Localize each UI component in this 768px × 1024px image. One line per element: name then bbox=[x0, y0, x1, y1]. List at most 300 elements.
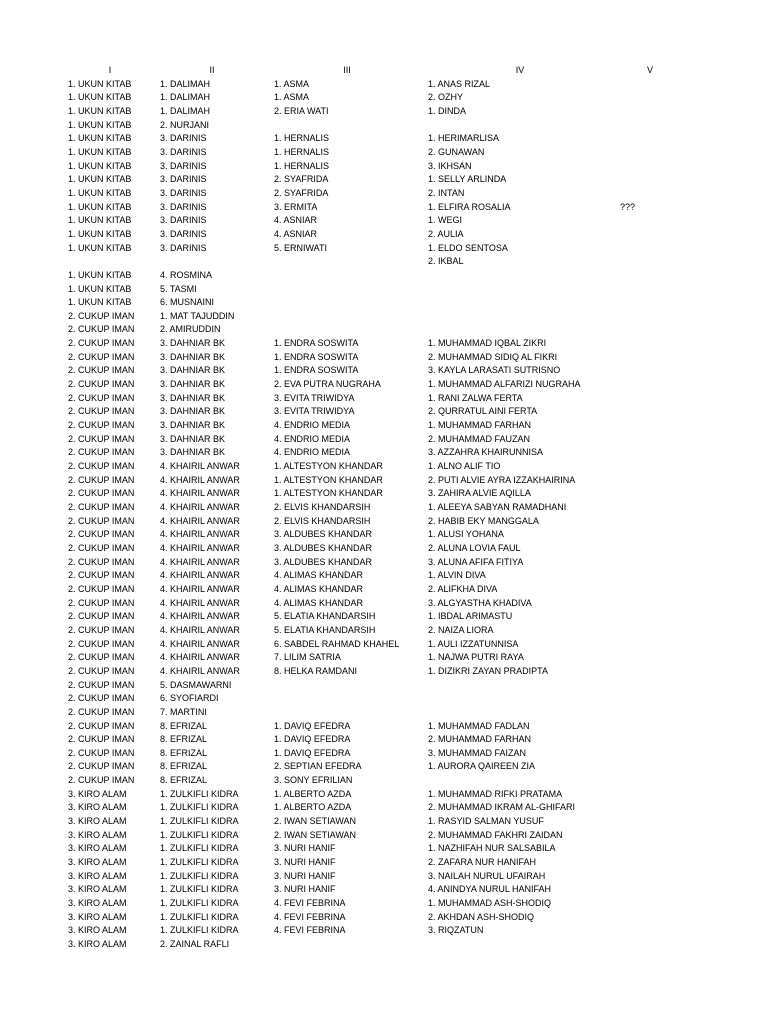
column-header-v: V bbox=[646, 65, 653, 75]
table-row bbox=[0, 487, 768, 501]
generation-4-cell: 1. WEGI bbox=[428, 215, 463, 226]
generation-3-cell: 1. ENDRA SOSWITA bbox=[274, 351, 359, 362]
generation-2-cell: 4. KHAIRIL ANWAR bbox=[160, 515, 240, 526]
generation-4-cell: 1. MUHAMMAD IQBAL ZIKRI bbox=[428, 338, 547, 349]
generation-4-cell: 2. NAIZA LIORA bbox=[428, 624, 494, 635]
generation-3-cell: 1. ALTESTYON KHANDAR bbox=[274, 488, 383, 499]
generation-2-cell: 8. EFRIZAL bbox=[160, 747, 208, 758]
generation-3-cell: 2. ELVIS KHANDARSIH bbox=[274, 502, 371, 512]
generation-4-cell: 2. ALUNA LOVIA FAUL bbox=[428, 542, 521, 553]
generation-2-cell: 4. KHAIRIL ANWAR bbox=[160, 597, 240, 608]
generation-1-cell: 1. UKUN KITAB bbox=[68, 119, 132, 130]
generation-1-cell: 3. KIRO ALAM bbox=[68, 911, 127, 922]
generation-1-cell: 2. CUKUP IMAN bbox=[68, 775, 135, 786]
table-row bbox=[0, 815, 768, 829]
generation-2-cell: 3. DARINIS bbox=[160, 133, 207, 144]
generation-3-cell: 4. ALIMAS KHANDAR bbox=[274, 597, 364, 608]
generation-2-cell: 1. ZULKIFLI KIDRA bbox=[160, 870, 239, 881]
generation-3-cell: 4. FEVI FEBRINA bbox=[274, 898, 346, 909]
table-row bbox=[0, 747, 768, 761]
generation-1-cell: 2. CUKUP IMAN bbox=[68, 461, 135, 472]
table-row bbox=[0, 774, 768, 788]
generation-2-cell: 3. DAHNIAR BK bbox=[160, 365, 226, 376]
generation-3-cell: 2. ELVIS KHANDARSIH bbox=[274, 515, 371, 526]
generation-4-cell: 2. MUHAMMAD IKRAM AL-GHIFARI bbox=[428, 802, 576, 813]
generation-4-cell: 2. INTAN bbox=[428, 187, 465, 198]
generation-2-cell: 3. DAHNIAR BK bbox=[160, 379, 226, 390]
generation-4-cell: 1. ALVIN DIVA bbox=[428, 570, 486, 581]
generation-2-cell: 3. DAHNIAR BK bbox=[160, 447, 226, 458]
generation-3-cell: 2. SYAFRIDA bbox=[274, 174, 329, 185]
generation-4-cell: 1. ELDO SENTOSA bbox=[428, 242, 508, 253]
generation-4-cell: 2. AKHDAN ASH-SHODIQ bbox=[428, 911, 535, 922]
generation-2-cell: 6. MUSNAINI bbox=[160, 297, 215, 308]
generation-2-cell: 4. KHAIRIL ANWAR bbox=[160, 542, 240, 553]
generation-1-cell: 2. CUKUP IMAN bbox=[68, 433, 135, 444]
generation-3-cell: 2. SYAFRIDA bbox=[274, 187, 329, 198]
generation-4-cell: 2. MUHAMMAD FAKHRI ZAIDAN bbox=[428, 829, 563, 840]
generation-1-cell: 2. CUKUP IMAN bbox=[68, 529, 135, 540]
generation-3-cell: 3. ALDUBES KHANDAR bbox=[274, 556, 373, 567]
generation-1-cell: 1. UKUN KITAB bbox=[68, 160, 132, 171]
generation-1-cell: 2. CUKUP IMAN bbox=[68, 515, 135, 526]
generation-3-cell: 3. NURI HANIF bbox=[274, 870, 336, 881]
table-row bbox=[0, 351, 768, 365]
generation-3-cell: 1. ALBERTO AZDA bbox=[274, 788, 352, 799]
generation-3-cell: 6. SABDEL RAHMAD KHAHEL bbox=[274, 638, 400, 649]
generation-4-cell: 1. DINDA bbox=[428, 105, 467, 116]
family-tree-sheet bbox=[0, 64, 768, 952]
generation-3-cell: 1. ALTESTYON KHANDAR bbox=[274, 474, 383, 485]
generation-2-cell: 3. DARINIS bbox=[160, 242, 207, 253]
generation-1-cell: 2. CUKUP IMAN bbox=[68, 706, 135, 717]
generation-4-cell: 1. MUHAMMAD FARHAN bbox=[428, 420, 532, 431]
generation-1-cell: 2. CUKUP IMAN bbox=[68, 420, 135, 431]
generation-4-cell: 2. MUHAMMAD FARHAN bbox=[428, 734, 532, 745]
generation-2-cell: 1. ZULKIFLI KIDRA bbox=[160, 884, 239, 895]
generation-4-cell: 3. NAILAH NURUL UFAIRAH bbox=[428, 870, 546, 881]
table-row bbox=[0, 788, 768, 802]
column-header-ii: II bbox=[209, 65, 215, 75]
generation-2-cell: 4. KHAIRIL ANWAR bbox=[160, 638, 240, 649]
column-header-i: I bbox=[108, 65, 112, 75]
generation-1-cell: 2. CUKUP IMAN bbox=[68, 693, 135, 704]
generation-2-cell: 1. ZULKIFLI KIDRA bbox=[160, 843, 239, 854]
table-row bbox=[0, 160, 768, 174]
generation-4-cell: 4. ANINDYA NURUL HANIFAH bbox=[428, 884, 552, 895]
generation-2-cell: 4. KHAIRIL ANWAR bbox=[160, 652, 240, 663]
generation-3-cell: 3. EVITA TRIWIDYA bbox=[274, 392, 355, 403]
generation-2-cell: 4. KHAIRIL ANWAR bbox=[160, 488, 240, 499]
generation-2-cell: 4. KHAIRIL ANWAR bbox=[160, 665, 240, 676]
table-row bbox=[0, 283, 768, 297]
generation-3-cell: 1. ENDRA SOSWITA bbox=[274, 338, 359, 349]
generation-1-cell: 3. KIRO ALAM bbox=[68, 884, 127, 895]
table-row bbox=[0, 515, 768, 529]
generation-3-cell: 3. SONY EFRILIAN bbox=[274, 775, 353, 786]
generation-3-cell: 4. ASNIAR bbox=[274, 215, 318, 226]
table-row bbox=[0, 856, 768, 870]
data-rows bbox=[0, 78, 768, 952]
generation-1-cell: 1. UKUN KITAB bbox=[68, 187, 132, 198]
generation-2-cell: 3. DARINIS bbox=[160, 160, 207, 171]
table-row bbox=[0, 392, 768, 406]
generation-1-cell: 3. KIRO ALAM bbox=[68, 898, 127, 909]
generation-3-cell: 1. ALBERTO AZDA bbox=[274, 802, 352, 813]
generation-1-cell: 1. UKUN KITAB bbox=[68, 269, 132, 280]
generation-3-cell: 2. IWAN SETIAWAN bbox=[274, 816, 357, 827]
generation-3-cell: 1. HERNALIS bbox=[274, 146, 330, 157]
generation-2-cell: 5. TASMI bbox=[160, 283, 197, 294]
generation-3-cell: 2. EVA PUTRA NUGRAHA bbox=[274, 379, 381, 390]
generation-4-cell: 3. ALUNA AFIFA FITIYA bbox=[428, 556, 524, 567]
table-row bbox=[0, 911, 768, 925]
generation-2-cell: 4. KHAIRIL ANWAR bbox=[160, 461, 240, 472]
table-row bbox=[0, 829, 768, 843]
generation-3-cell: 1. DAVIQ EFEDRA bbox=[274, 734, 351, 745]
generation-5-cell: ??? bbox=[620, 201, 636, 212]
table-row bbox=[0, 733, 768, 747]
generation-2-cell: 3. DARINIS bbox=[160, 146, 207, 157]
table-row bbox=[0, 583, 768, 597]
generation-3-cell: 3. NURI HANIF bbox=[274, 843, 336, 854]
generation-4-cell: 3. MUHAMMAD FAIZAN bbox=[428, 747, 527, 758]
table-row bbox=[0, 296, 768, 310]
generation-4-cell: 2. GUNAWAN bbox=[428, 146, 485, 157]
generation-4-cell: 1. MUHAMMAD RIFKI PRATAMA bbox=[428, 788, 563, 799]
generation-1-cell: 3. KIRO ALAM bbox=[68, 925, 127, 936]
table-row bbox=[0, 542, 768, 556]
generation-2-cell: 1. ZULKIFLI KIDRA bbox=[160, 857, 239, 868]
generation-4-cell: 2. HABIB EKY MANGGALA bbox=[428, 515, 539, 526]
generation-1-cell: 2. CUKUP IMAN bbox=[68, 392, 135, 403]
generation-4-cell: 1. AURORA QAIREEN ZIA bbox=[428, 761, 536, 772]
generation-1-cell: 2. CUKUP IMAN bbox=[68, 570, 135, 581]
table-row bbox=[0, 78, 768, 92]
generation-1-cell: 2. CUKUP IMAN bbox=[68, 665, 135, 676]
generation-2-cell: 1. ZULKIFLI KIDRA bbox=[160, 898, 239, 909]
generation-4-cell: 1. ALNO ALIF TIO bbox=[428, 461, 501, 472]
generation-4-cell: 3. KAYLA LARASATI SUTRISNO bbox=[428, 365, 561, 376]
table-row bbox=[0, 706, 768, 720]
generation-2-cell: 3. DAHNIAR BK bbox=[160, 392, 226, 403]
generation-1-cell: 3. KIRO ALAM bbox=[68, 816, 127, 827]
generation-2-cell: 1. DALIMAH bbox=[160, 78, 211, 89]
generation-2-cell: 3. DARINIS bbox=[160, 228, 207, 239]
generation-2-cell: 3. DAHNIAR BK bbox=[160, 406, 226, 417]
generation-4-cell: 1. ELFIRA ROSALIA bbox=[428, 201, 511, 212]
generation-4-cell: 3. IKHSAN bbox=[428, 160, 472, 171]
table-row bbox=[0, 419, 768, 433]
generation-4-cell: 1. ALEEYA SABYAN RAMADHANI bbox=[428, 502, 567, 512]
generation-4-cell: 2. MUHAMMAD SIDIQ AL FIKRI bbox=[428, 351, 558, 362]
table-row bbox=[0, 187, 768, 201]
generation-3-cell: 3. ERMITA bbox=[274, 201, 318, 212]
generation-2-cell: 3. DAHNIAR BK bbox=[160, 433, 226, 444]
generation-4-cell: 3. RIQZATUN bbox=[428, 925, 484, 936]
generation-1-cell: 2. CUKUP IMAN bbox=[68, 679, 135, 690]
generation-1-cell: 2. CUKUP IMAN bbox=[68, 611, 135, 622]
generation-3-cell: 5. ELATIA KHANDARSIH bbox=[274, 624, 376, 635]
generation-2-cell: 6. SYOFIARDI bbox=[160, 693, 219, 704]
generation-2-cell: 4. KHAIRIL ANWAR bbox=[160, 583, 240, 594]
generation-3-cell: 1. DAVIQ EFEDRA bbox=[274, 747, 351, 758]
table-row bbox=[0, 228, 768, 242]
generation-4-cell: 1. MUHAMMAD ASH-SHODIQ bbox=[428, 898, 552, 909]
generation-4-cell: 2. MUHAMMAD FAUZAN bbox=[428, 433, 531, 444]
generation-3-cell: 1. ENDRA SOSWITA bbox=[274, 365, 359, 376]
generation-1-cell: 2. CUKUP IMAN bbox=[68, 338, 135, 349]
table-row bbox=[0, 883, 768, 897]
generation-4-cell: 2. ALIFKHA DIVA bbox=[428, 583, 498, 594]
generation-2-cell: 3. DAHNIAR BK bbox=[160, 420, 226, 431]
generation-2-cell: 4. KHAIRIL ANWAR bbox=[160, 502, 240, 512]
table-row bbox=[0, 870, 768, 884]
generation-1-cell: 2. CUKUP IMAN bbox=[68, 734, 135, 745]
generation-1-cell: 3. KIRO ALAM bbox=[68, 802, 127, 813]
generation-4-cell: 1. ALUSI YOHANA bbox=[428, 529, 504, 540]
table-row bbox=[0, 255, 768, 269]
generation-2-cell: 8. EFRIZAL bbox=[160, 775, 208, 786]
generation-4-cell: 2. AULIA bbox=[428, 228, 464, 239]
table-row bbox=[0, 597, 768, 611]
generation-2-cell: 4. KHAIRIL ANWAR bbox=[160, 611, 240, 622]
table-row bbox=[0, 651, 768, 665]
generation-3-cell: 1. ALTESTYON KHANDAR bbox=[274, 461, 383, 472]
generation-2-cell: 4. KHAIRIL ANWAR bbox=[160, 556, 240, 567]
generation-2-cell: 1. DALIMAH bbox=[160, 105, 211, 116]
generation-3-cell: 1. HERNALIS bbox=[274, 133, 330, 144]
generation-2-cell: 3. DARINIS bbox=[160, 201, 207, 212]
generation-3-cell: 3. EVITA TRIWIDYA bbox=[274, 406, 355, 417]
generation-2-cell: 8. EFRIZAL bbox=[160, 734, 208, 745]
table-row bbox=[0, 214, 768, 228]
table-row bbox=[0, 119, 768, 133]
generation-2-cell: 3. DARINIS bbox=[160, 187, 207, 198]
generation-3-cell: 3. ALDUBES KHANDAR bbox=[274, 529, 373, 540]
generation-4-cell: 1. NAZHIFAH NUR SALSABILA bbox=[428, 843, 556, 854]
generation-2-cell: 7. MARTINI bbox=[160, 706, 207, 717]
generation-3-cell: 2. IWAN SETIAWAN bbox=[274, 829, 357, 840]
generation-1-cell: 1. UKUN KITAB bbox=[68, 215, 132, 226]
generation-1-cell: 3. KIRO ALAM bbox=[68, 843, 127, 854]
generation-2-cell: 8. EFRIZAL bbox=[160, 720, 208, 731]
generation-1-cell: 2. CUKUP IMAN bbox=[68, 624, 135, 635]
generation-3-cell: 1. DAVIQ EFEDRA bbox=[274, 720, 351, 731]
generation-1-cell: 3. KIRO ALAM bbox=[68, 870, 127, 881]
table-row bbox=[0, 638, 768, 652]
generation-3-cell: 8. HELKA RAMDANI bbox=[274, 665, 358, 676]
generation-4-cell: 1. IBDAL ARIMASTU bbox=[428, 611, 513, 622]
table-row bbox=[0, 173, 768, 187]
table-row bbox=[0, 501, 768, 515]
generation-2-cell: 4. KHAIRIL ANWAR bbox=[160, 570, 240, 581]
generation-1-cell: 2. CUKUP IMAN bbox=[68, 474, 135, 485]
table-row bbox=[0, 105, 768, 119]
table-row bbox=[0, 310, 768, 324]
generation-1-cell: 1. UKUN KITAB bbox=[68, 78, 132, 89]
generation-4-cell: 1. MUHAMMAD FADLAN bbox=[428, 720, 530, 731]
generation-4-cell: 3. ZAHIRA ALVIE AQILLA bbox=[428, 488, 531, 499]
generation-2-cell: 3. DAHNIAR BK bbox=[160, 338, 226, 349]
table-row bbox=[0, 665, 768, 679]
generation-1-cell: 2. CUKUP IMAN bbox=[68, 747, 135, 758]
generation-4-cell: 1. MUHAMMAD ALFARIZI NUGRAHA bbox=[428, 379, 581, 390]
table-row bbox=[0, 91, 768, 105]
table-row bbox=[0, 556, 768, 570]
generation-3-cell: 4. ENDRIO MEDIA bbox=[274, 447, 351, 458]
generation-1-cell: 2. CUKUP IMAN bbox=[68, 406, 135, 417]
table-row bbox=[0, 364, 768, 378]
generation-3-cell: 3. NURI HANIF bbox=[274, 857, 336, 868]
generation-2-cell: 4. KHAIRIL ANWAR bbox=[160, 529, 240, 540]
generation-2-cell: 1. DALIMAH bbox=[160, 92, 211, 103]
column-header-iii: III bbox=[343, 65, 351, 75]
generation-4-cell: 1. DIZIKRI ZAYAN PRADIPTA bbox=[428, 665, 549, 676]
table-row bbox=[0, 528, 768, 542]
table-row bbox=[0, 201, 768, 215]
generation-3-cell: 4. ALIMAS KHANDAR bbox=[274, 570, 364, 581]
generation-1-cell: 2. CUKUP IMAN bbox=[68, 720, 135, 731]
generation-1-cell: 2. CUKUP IMAN bbox=[68, 310, 135, 321]
generation-2-cell: 1. ZULKIFLI KIDRA bbox=[160, 816, 239, 827]
generation-2-cell: 1. MAT TAJUDDIN bbox=[160, 310, 235, 321]
table-row bbox=[0, 460, 768, 474]
generation-2-cell: 4. KHAIRIL ANWAR bbox=[160, 474, 240, 485]
generation-3-cell: 2. SEPTIAN EFEDRA bbox=[274, 761, 362, 772]
generation-4-cell: 2. IKBAL bbox=[428, 256, 464, 267]
table-row bbox=[0, 337, 768, 351]
generation-4-cell: 1. HERIMARLISA bbox=[428, 133, 500, 144]
generation-1-cell: 1. UKUN KITAB bbox=[68, 174, 132, 185]
column-header-iv: IV bbox=[515, 65, 525, 75]
generation-1-cell: 2. CUKUP IMAN bbox=[68, 652, 135, 663]
table-row bbox=[0, 446, 768, 460]
generation-3-cell: 3. ALDUBES KHANDAR bbox=[274, 542, 373, 553]
generation-1-cell: 2. CUKUP IMAN bbox=[68, 351, 135, 362]
table-row bbox=[0, 610, 768, 624]
table-row bbox=[0, 132, 768, 146]
table-row bbox=[0, 405, 768, 419]
generation-2-cell: 3. DARINIS bbox=[160, 174, 207, 185]
generation-1-cell: 2. CUKUP IMAN bbox=[68, 583, 135, 594]
generation-1-cell: 2. CUKUP IMAN bbox=[68, 597, 135, 608]
table-row bbox=[0, 624, 768, 638]
table-row bbox=[0, 474, 768, 488]
generation-1-cell: 2. CUKUP IMAN bbox=[68, 556, 135, 567]
generation-1-cell: 1. UKUN KITAB bbox=[68, 105, 132, 116]
generation-4-cell: 1. ANAS RIZAL bbox=[428, 78, 491, 89]
generation-2-cell: 1. ZULKIFLI KIDRA bbox=[160, 925, 239, 936]
generation-1-cell: 2. CUKUP IMAN bbox=[68, 761, 135, 772]
generation-2-cell: 2. NURJANI bbox=[160, 119, 210, 130]
generation-1-cell: 3. KIRO ALAM bbox=[68, 829, 127, 840]
generation-4-cell: 2. OZHY bbox=[428, 92, 464, 103]
generation-2-cell: 2. ZAINAL RAFLI bbox=[160, 939, 230, 949]
generation-2-cell: 3. DAHNIAR BK bbox=[160, 351, 226, 362]
generation-1-cell: 2. CUKUP IMAN bbox=[68, 502, 135, 512]
generation-3-cell: 4. ASNIAR bbox=[274, 228, 318, 239]
generation-3-cell: 4. ENDRIO MEDIA bbox=[274, 420, 351, 431]
generation-1-cell: 2. CUKUP IMAN bbox=[68, 365, 135, 376]
generation-3-cell: 4. FEVI FEBRINA bbox=[274, 925, 346, 936]
generation-3-cell: 2. ERIA WATI bbox=[274, 105, 329, 116]
generation-1-cell: 1. UKUN KITAB bbox=[68, 201, 132, 212]
generation-4-cell: 1. SELLY ARLINDA bbox=[428, 174, 507, 185]
table-row bbox=[0, 242, 768, 256]
generation-1-cell: 1. UKUN KITAB bbox=[68, 146, 132, 157]
table-row bbox=[0, 801, 768, 815]
table-row bbox=[0, 692, 768, 706]
generation-2-cell: 1. ZULKIFLI KIDRA bbox=[160, 802, 239, 813]
generation-4-cell: 1. RANI ZALWA FERTA bbox=[428, 392, 523, 403]
generation-3-cell: 1. ASMA bbox=[274, 78, 310, 89]
generation-4-cell: 3. AZZAHRA KHAIRUNNISA bbox=[428, 447, 544, 458]
generation-4-cell: 1. RASYID SALMAN YUSUF bbox=[428, 816, 544, 827]
generation-1-cell: 2. CUKUP IMAN bbox=[68, 324, 135, 335]
generation-1-cell: 2. CUKUP IMAN bbox=[68, 638, 135, 649]
generation-1-cell: 1. UKUN KITAB bbox=[68, 283, 132, 294]
generation-1-cell: 3. KIRO ALAM bbox=[68, 788, 127, 799]
generation-1-cell: 1. UKUN KITAB bbox=[68, 242, 132, 253]
generation-1-cell: 1. UKUN KITAB bbox=[68, 228, 132, 239]
generation-3-cell: 7. LILIM SATRIA bbox=[274, 652, 341, 663]
generation-1-cell: 2. CUKUP IMAN bbox=[68, 379, 135, 390]
generation-2-cell: 1. ZULKIFLI KIDRA bbox=[160, 911, 239, 922]
table-row bbox=[0, 433, 768, 447]
generation-1-cell: 1. UKUN KITAB bbox=[68, 297, 132, 308]
generation-3-cell: 1. ASMA bbox=[274, 92, 310, 103]
generation-3-cell: 4. ALIMAS KHANDAR bbox=[274, 583, 364, 594]
table-row bbox=[0, 842, 768, 856]
generation-2-cell: 5. DASMAWARNI bbox=[160, 679, 232, 690]
table-row bbox=[0, 679, 768, 693]
generation-2-cell: 1. ZULKIFLI KIDRA bbox=[160, 829, 239, 840]
header-row bbox=[0, 64, 768, 78]
generation-3-cell: 4. ENDRIO MEDIA bbox=[274, 433, 351, 444]
table-row bbox=[0, 720, 768, 734]
generation-1-cell: 1. UKUN KITAB bbox=[68, 133, 132, 144]
generation-2-cell: 8. EFRIZAL bbox=[160, 761, 208, 772]
generation-2-cell: 4. ROSMINA bbox=[160, 269, 213, 280]
generation-1-cell: 2. CUKUP IMAN bbox=[68, 542, 135, 553]
generation-2-cell: 2. AMIRUDDIN bbox=[160, 324, 221, 335]
generation-2-cell: 3. DARINIS bbox=[160, 215, 207, 226]
generation-3-cell: 5. ELATIA KHANDARSIH bbox=[274, 611, 376, 622]
generation-4-cell: 1. AULI IZZATUNNISA bbox=[428, 638, 519, 649]
generation-2-cell: 1. ZULKIFLI KIDRA bbox=[160, 788, 239, 799]
generation-2-cell: 4. KHAIRIL ANWAR bbox=[160, 624, 240, 635]
table-row bbox=[0, 924, 768, 938]
table-row bbox=[0, 760, 768, 774]
table-row bbox=[0, 269, 768, 283]
table-row bbox=[0, 378, 768, 392]
generation-4-cell: 2. QURRATUL AINI FERTA bbox=[428, 406, 538, 417]
table-row bbox=[0, 569, 768, 583]
generation-3-cell: 5. ERNIWATI bbox=[274, 242, 328, 253]
generation-1-cell: 2. CUKUP IMAN bbox=[68, 447, 135, 458]
generation-4-cell: 3. ALGYASTHA KHADIVA bbox=[428, 597, 532, 608]
table-row bbox=[0, 146, 768, 160]
generation-4-cell: 2. ZAFARA NUR HANIFAH bbox=[428, 857, 537, 868]
generation-1-cell: 3. KIRO ALAM bbox=[68, 939, 127, 949]
table-row bbox=[0, 897, 768, 911]
generation-4-cell: 2. PUTI ALVIE AYRA IZZAKHAIRINA bbox=[428, 474, 576, 485]
table-row bbox=[0, 323, 768, 337]
generation-4-cell: 1. NAJWA PUTRI RAYA bbox=[428, 652, 524, 663]
generation-1-cell: 2. CUKUP IMAN bbox=[68, 488, 135, 499]
generation-1-cell: 1. UKUN KITAB bbox=[68, 92, 132, 103]
